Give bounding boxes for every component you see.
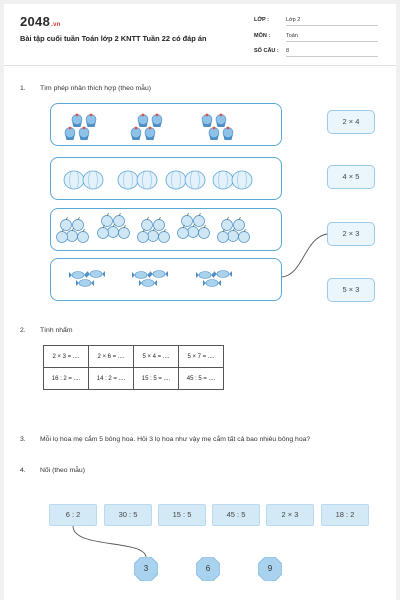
question-number: 4. xyxy=(20,467,26,474)
meta-value: 8 xyxy=(286,48,378,57)
question-number: 1. xyxy=(20,85,26,92)
page-header xyxy=(4,4,396,66)
meta-label: LỚP : xyxy=(254,17,269,23)
page-title: Bài tập cuối tuần Toán lớp 2 KNTT Tuần 22 có đáp án xyxy=(20,34,207,43)
mental-math-table xyxy=(43,345,224,390)
expression-card[interactable]: 30 : 5 xyxy=(104,504,152,526)
meta-value: Toán xyxy=(286,33,378,42)
question-number: 2. xyxy=(20,327,26,334)
logo-text: 2048 xyxy=(20,14,51,29)
question-text: Nối (theo mẫu) xyxy=(40,467,85,474)
picture-group-cupcakes[interactable] xyxy=(50,103,282,146)
expression-card[interactable]: 15 : 5 xyxy=(158,504,206,526)
result-box[interactable]: 2 × 4 xyxy=(327,110,375,134)
candy-icons xyxy=(51,259,283,302)
cupcake-icons xyxy=(51,104,283,147)
example-connector-q1 xyxy=(282,234,327,277)
meta-label: SỐ CÂU : xyxy=(254,48,279,54)
table-cell[interactable]: 15 : 5 = .... xyxy=(134,368,179,390)
expression-card[interactable]: 45 : 5 xyxy=(212,504,260,526)
table-cell[interactable]: 14 : 2 = .... xyxy=(89,368,134,390)
table-row xyxy=(44,368,224,390)
result-box[interactable]: 2 × 3 xyxy=(327,222,375,246)
answer-octagon[interactable] xyxy=(258,557,282,581)
result-box[interactable]: 4 × 5 xyxy=(327,165,375,189)
answer-value: 9 xyxy=(267,564,273,573)
site-logo[interactable] xyxy=(20,14,61,29)
meta-label: MÔN : xyxy=(254,33,271,39)
table-cell[interactable]: 5 × 4 = .... xyxy=(134,346,179,368)
example-connector-q4 xyxy=(73,526,146,557)
worksheet-page xyxy=(4,4,396,600)
question-text: Tính nhẩm xyxy=(40,327,73,334)
apple-icons xyxy=(51,209,283,252)
logo-tld: .vn xyxy=(51,22,61,28)
melon-icons xyxy=(51,158,283,201)
expression-card[interactable]: 18 : 2 xyxy=(321,504,369,526)
table-cell[interactable]: 16 : 2 = .... xyxy=(44,368,89,390)
table-cell[interactable]: 2 × 3 = .... xyxy=(44,346,89,368)
result-box[interactable]: 5 × 3 xyxy=(327,278,375,302)
answer-value: 6 xyxy=(205,564,211,573)
expression-card[interactable]: 2 × 3 xyxy=(266,504,314,526)
expression-card[interactable]: 6 : 2 xyxy=(49,504,97,526)
picture-group-melons[interactable] xyxy=(50,157,282,200)
picture-group-apples[interactable] xyxy=(50,208,282,251)
table-row xyxy=(44,346,224,368)
question-number: 3. xyxy=(20,436,26,443)
answer-octagon[interactable] xyxy=(196,557,220,581)
question-text: Tìm phép nhân thích hợp (theo mẫu) xyxy=(40,85,152,92)
answer-octagon[interactable] xyxy=(134,557,158,581)
question-text: Mỗi lọ hoa mẹ cắm 5 bông hoa. Hỏi 3 lọ hoa như vậy mẹ cắm tất cả bao nhiêu bông hoa? xyxy=(40,436,311,443)
table-cell[interactable]: 5 × 7 = .... xyxy=(179,346,224,368)
answer-value: 3 xyxy=(143,564,149,573)
table-cell[interactable]: 45 : 5 = .... xyxy=(179,368,224,390)
meta-value: Lớp 2 xyxy=(286,17,378,26)
picture-group-candies[interactable] xyxy=(50,258,282,301)
table-cell[interactable]: 2 × 6 = .... xyxy=(89,346,134,368)
